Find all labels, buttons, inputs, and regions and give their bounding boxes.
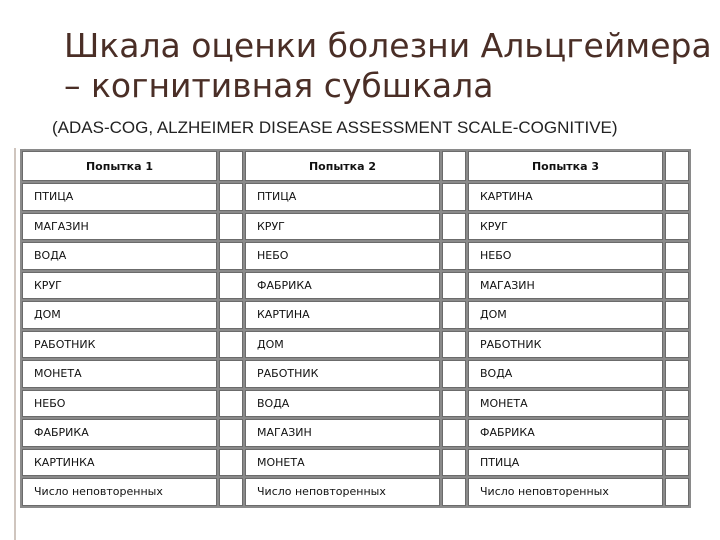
header-attempt-2: Попытка 2 [245,151,440,181]
slide-subtitle: (ADAS-COG, ALZHEIMER DISEASE ASSESSMENT SCALE-COGNITIVE) [52,118,618,137]
table-row [22,478,689,506]
word-cell: РАБОТНИК [245,360,440,388]
word-cell: РАБОТНИК [22,331,217,359]
check-cell [442,272,466,300]
table-row [22,331,689,359]
word-cell: МОНЕТА [245,449,440,477]
check-cell [219,242,243,270]
check-cell [665,242,689,270]
check-cell [665,183,689,211]
check-cell [442,213,466,241]
check-cell [442,449,466,477]
word-cell: НЕБО [245,242,440,270]
check-cell [219,272,243,300]
word-cell: ДОМ [22,301,217,329]
slide-title-line-2: – когнитивная субшкала [64,66,494,105]
check-cell [665,360,689,388]
check-cell [665,213,689,241]
table-row [22,213,689,241]
word-cell: МАГАЗИН [245,419,440,447]
check-cell [442,183,466,211]
check-cell [219,419,243,447]
word-cell: ФАБРИКА [245,272,440,300]
word-cell: ПТИЦА [468,449,663,477]
table-header-row [22,151,689,181]
word-recall-table [20,149,691,508]
word-cell: КАРТИНА [245,301,440,329]
check-cell [442,390,466,418]
slide-title-line-1: Шкала оценки болезни Альцгеймера [64,26,712,65]
check-cell [219,183,243,211]
header-attempt-1: Попытка 1 [22,151,217,181]
word-cell: Число неповторенных [245,478,440,506]
word-cell: Число неповторенных [468,478,663,506]
word-cell: КРУГ [245,213,440,241]
word-cell: РАБОТНИК [468,331,663,359]
check-cell [219,449,243,477]
header-attempt-3: Попытка 3 [468,151,663,181]
check-cell [219,331,243,359]
header-check-3 [665,151,689,181]
word-cell: ВОДА [22,242,217,270]
check-cell [442,419,466,447]
word-cell: ПТИЦА [22,183,217,211]
header-check-1 [219,151,243,181]
check-cell [442,478,466,506]
left-accent-line [14,148,16,540]
word-cell: ДОМ [468,301,663,329]
word-cell: МОНЕТА [468,390,663,418]
word-cell: ФАБРИКА [22,419,217,447]
table-row [22,242,689,270]
table-row [22,419,689,447]
table-row [22,449,689,477]
word-cell: КРУГ [22,272,217,300]
check-cell [442,301,466,329]
word-cell: НЕБО [22,390,217,418]
check-cell [219,213,243,241]
table-body [22,183,689,506]
check-cell [219,478,243,506]
check-cell [665,449,689,477]
table-row [22,390,689,418]
check-cell [219,360,243,388]
check-cell [665,478,689,506]
table-row [22,183,689,211]
check-cell [442,331,466,359]
word-cell: НЕБО [468,242,663,270]
table-row [22,360,689,388]
check-cell [442,242,466,270]
word-cell: ДОМ [245,331,440,359]
word-cell: ПТИЦА [245,183,440,211]
check-cell [665,331,689,359]
check-cell [442,360,466,388]
word-cell: ВОДА [245,390,440,418]
word-cell: ФАБРИКА [468,419,663,447]
check-cell [219,390,243,418]
table-row [22,301,689,329]
check-cell [219,301,243,329]
check-cell [665,301,689,329]
word-cell: ВОДА [468,360,663,388]
check-cell [665,419,689,447]
word-cell: МОНЕТА [22,360,217,388]
check-cell [665,272,689,300]
word-cell: Число неповторенных [22,478,217,506]
word-cell: КРУГ [468,213,663,241]
word-cell: КАРТИНКА [22,449,217,477]
header-check-2 [442,151,466,181]
word-cell: КАРТИНА [468,183,663,211]
table-row [22,272,689,300]
check-cell [665,390,689,418]
word-cell: МАГАЗИН [468,272,663,300]
word-cell: МАГАЗИН [22,213,217,241]
slide-title [64,26,720,106]
